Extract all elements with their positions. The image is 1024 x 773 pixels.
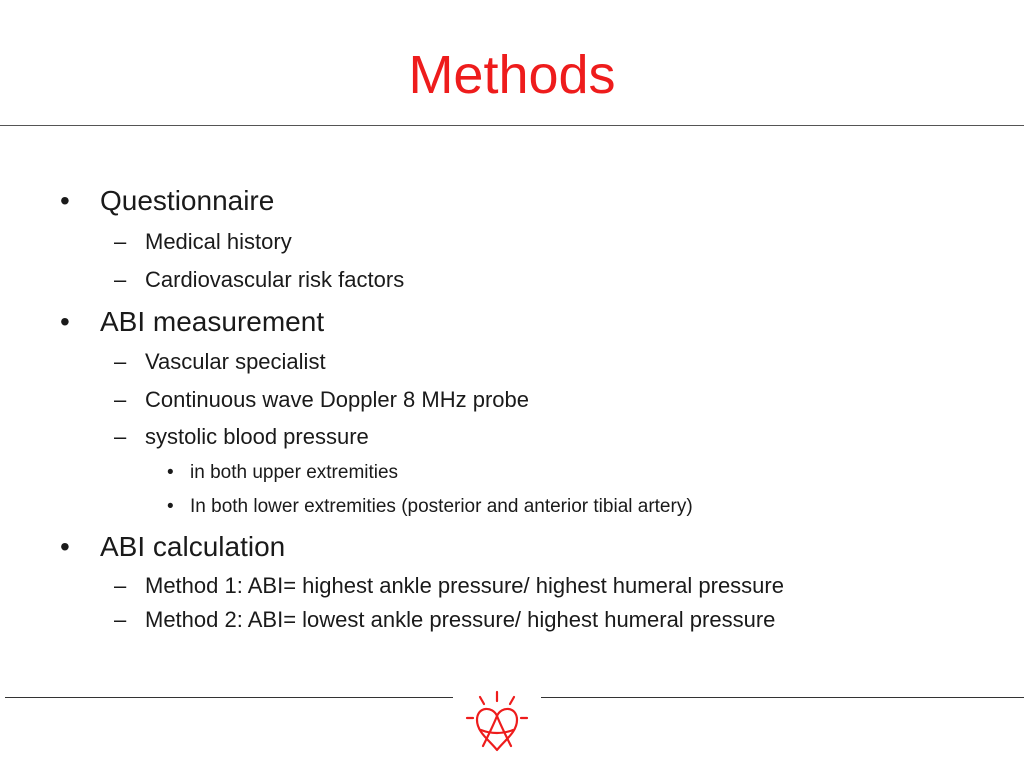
list-item: ABI measurement — [100, 306, 325, 337]
heart-sun-logo-icon — [453, 684, 541, 768]
footer-divider-left — [5, 697, 453, 698]
dash-icon: – — [114, 573, 127, 598]
bullet-icon: • — [60, 306, 70, 337]
list-item: Continuous wave Doppler 8 MHz probe — [145, 387, 529, 412]
list-item: Method 1: ABI= highest ankle pressure/ highest humeral pressure — [145, 573, 784, 598]
list-item: systolic blood pressure — [145, 424, 369, 449]
dash-icon: – — [114, 424, 127, 449]
dash-icon: – — [114, 607, 127, 632]
bullet-icon: • — [167, 462, 174, 483]
list-item: In both lower extremities (posterior and anterior tibial artery) — [190, 496, 693, 517]
bullet-icon: • — [167, 496, 174, 517]
dash-icon: – — [114, 267, 127, 292]
list-item: Method 2: ABI= lowest ankle pressure/ highest humeral pressure — [145, 607, 776, 632]
footer-divider-right — [541, 697, 1024, 698]
list-item: Medical history — [145, 229, 292, 254]
list-item: in both upper extremities — [190, 462, 399, 483]
dash-icon: – — [114, 229, 127, 254]
list-item: Questionnaire — [100, 185, 275, 216]
bullet-icon: • — [60, 531, 70, 562]
list-item: ABI calculation — [100, 531, 286, 562]
list-item: Cardiovascular risk factors — [145, 267, 405, 292]
bullet-icon: • — [60, 185, 70, 216]
slide-title: Methods — [408, 45, 616, 105]
dash-icon: – — [114, 387, 127, 412]
list-item: Vascular specialist — [145, 349, 326, 374]
dash-icon: – — [114, 349, 127, 374]
